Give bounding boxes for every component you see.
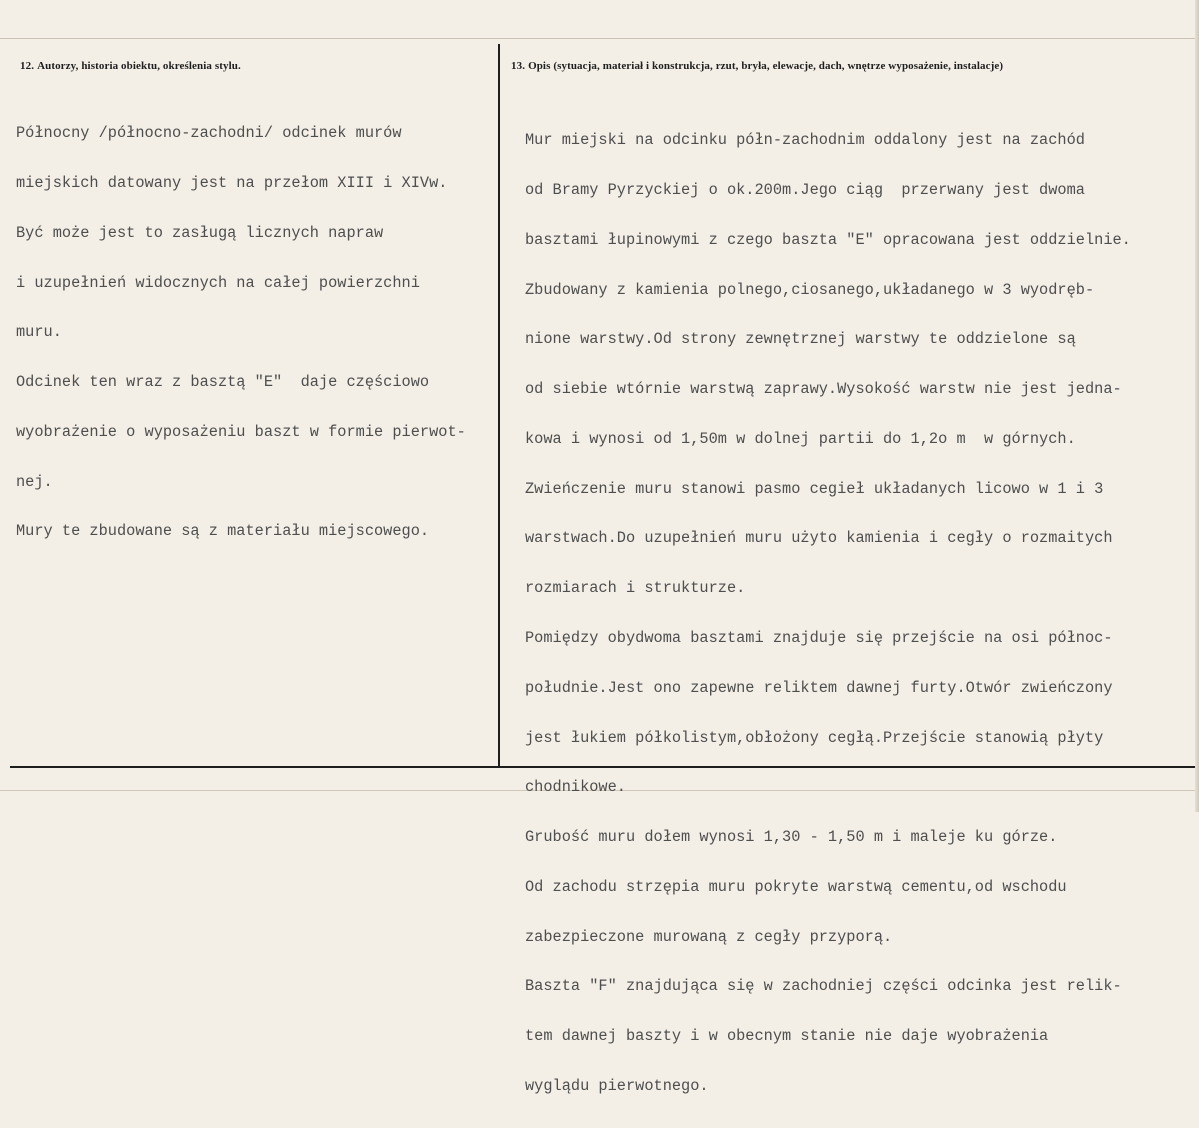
typed-line: chodnikowe.: [525, 778, 626, 797]
typed-line: Zwieńczenie muru stanowi pasmo cegieł układanych licowo w 1 i 3: [525, 479, 1104, 498]
typed-line: wyobrażenie o wyposażeniu baszt w formie pierwot-: [16, 422, 466, 441]
section-13-title: Opis (sytuacja, materiał i konstrukcja, rzut, bryła, elewacje, dach, wnętrze wyposażenie, instalacje): [528, 60, 1004, 72]
section-13-header: [511, 60, 1003, 72]
typed-line: Mury te zbudowane są z materiału miejscowego.: [16, 522, 430, 541]
typed-line: wyglądu pierwotnego.: [525, 1077, 709, 1096]
typed-line: basztami łupinowymi z czego baszta "E" opracowana jest oddzielnie.: [525, 230, 1131, 249]
typed-line: jest łukiem półkolistym,obłożony cegłą.Przejście stanowią płyty: [525, 728, 1104, 747]
paper-edge: [1195, 0, 1199, 812]
typed-line: Mur miejski na odcinku półn-zachodnim oddalony jest na zachód: [525, 131, 1085, 150]
typed-line: tem dawnej baszty i w obecnym stanie nie daje wyobrażenia: [525, 1027, 1049, 1046]
top-rule: [0, 38, 1199, 39]
section-13-text: [525, 99, 1131, 1128]
section-13-number: 13.: [511, 60, 526, 72]
typed-line: nione warstwy.Od strony zewnętrznej warstwy te oddzielone są: [525, 330, 1076, 349]
typed-line: Od zachodu strzępia muru pokryte warstwą cementu,od wschodu: [525, 877, 1067, 896]
typed-line: od Bramy Pyrzyckiej o ok.200m.Jego ciąg przerwany jest dwoma: [525, 180, 1085, 199]
section-12-number: 12.: [20, 60, 35, 72]
typed-line: Zbudowany z kamienia polnego,ciosanego,układanego w 3 wyodręb-: [525, 280, 1095, 299]
typed-line: nej.: [16, 472, 53, 491]
typed-line: Baszta "F" znajdująca się w zachodniej części odcinka jest relik-: [525, 977, 1122, 996]
typed-line: zabezpieczone murowaną z cegły przyporą.: [525, 927, 893, 946]
section-12-title: Autorzy, historia obiektu, określenia stylu.: [37, 60, 241, 72]
typed-line: Grubość muru dołem wynosi 1,30 - 1,50 m i maleje ku górze.: [525, 828, 1058, 847]
typed-line: i uzupełnień widocznych na całej powierzchni: [16, 273, 420, 292]
column-divider: [498, 44, 500, 766]
typed-line: od siebie wtórnie warstwą zaprawy.Wysokość warstw nie jest jedna-: [525, 380, 1122, 399]
typed-line: Pomiędzy obydwoma basztami znajduje się przejście na osi północ-: [525, 629, 1113, 647]
typed-line: miejskich datowany jest na przełom XIII i XIVw.: [16, 173, 448, 192]
typed-line: Północny /północno-zachodni/ odcinek murów: [16, 124, 402, 143]
typed-line: południe.Jest ono zapewne reliktem dawnej furty.Otwór zwieńczony: [525, 678, 1113, 697]
typed-line: Odcinek ten wraz z basztą "E" daje częściowo: [16, 373, 430, 392]
typed-line: warstwach.Do uzupełnień muru użyto kamienia i cegły o rozmaitych: [525, 529, 1113, 548]
typed-line: muru.: [16, 323, 62, 342]
section-12-text: [16, 92, 466, 573]
typed-line: Być może jest to zasługą licznych napraw: [16, 223, 384, 242]
section-12-header: [20, 60, 241, 72]
typed-line: kowa i wynosi od 1,50m w dolnej partii do 1,2o m w górnych.: [525, 429, 1076, 448]
typed-line: rozmiarach i strukturze.: [525, 579, 746, 598]
